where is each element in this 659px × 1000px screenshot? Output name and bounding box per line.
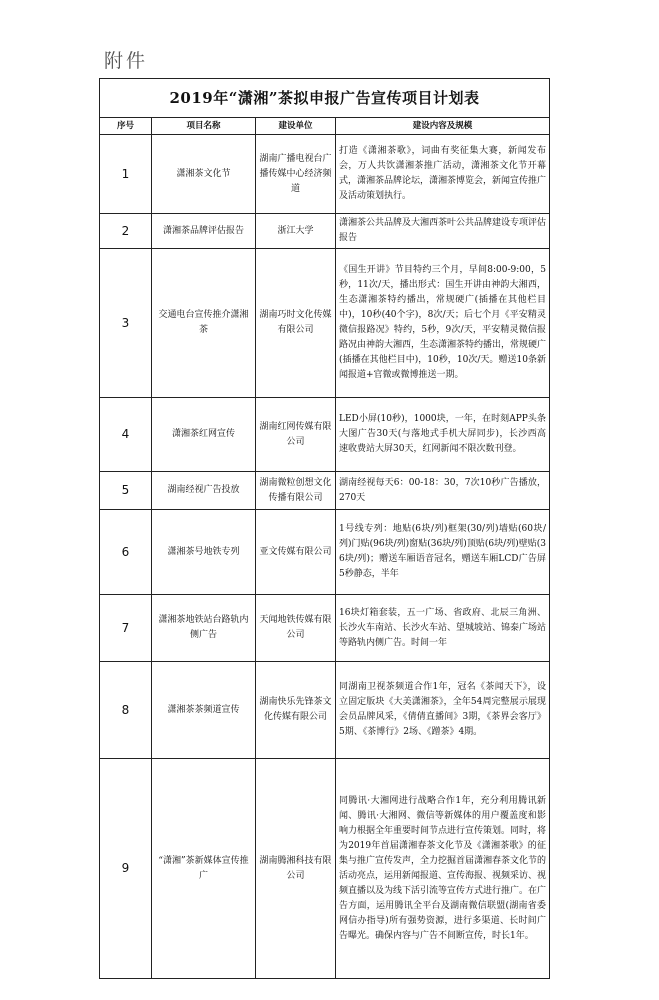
row-desc: 1号线专列：地贴(6块/列)框架(30/列)墙贴(60块/列)门贴(96块/列)窗贴(36块/列)顶贴(6块/列)壁贴(36块/列)；赠送车厢语音冠名，赠送车厢LCD广告屏5秒静态，半年 — [336, 510, 550, 595]
row-no: 1 — [100, 135, 152, 214]
row-unit: 天闻地铁传媒有限公司 — [256, 595, 336, 662]
table-row — [100, 398, 550, 472]
row-desc: 潇湘茶公共品牌及大湘西茶叶公共品牌建设专项评估报告 — [336, 214, 550, 249]
row-no: 3 — [100, 249, 152, 398]
row-name: 交通电台宣传推介潇湘茶 — [152, 249, 256, 398]
row-unit: 湖南腾湘科技有限公司 — [256, 759, 336, 979]
table-row — [100, 472, 550, 510]
row-no: 4 — [100, 398, 152, 472]
table-row — [100, 214, 550, 249]
row-desc: 打造《潇湘茶歌》，词曲有奖征集大赛，新闻发布会，万人共饮潇湘茶推广活动，潇湘茶文化节开幕式，潇湘茶品牌论坛，潇湘茶博览会，新闻宣传推广及活动策划执行。 — [336, 135, 550, 214]
table-title: 2019年“潇湘”茶拟申报广告宣传项目计划表 — [100, 79, 550, 118]
row-unit: 湖南快乐先锋茶文化传媒有限公司 — [256, 662, 336, 759]
row-desc: 《国生开讲》节目特约三个月，早间8:00-9:00，5秒，11次/天，播出形式：国生开讲由神韵大湘西，生态潇湘茶特约播出，常规硬广(插播在其他栏目中)，10秒(40个字)，8次/天；后七个月《平安精灵微信报路况》特约，5秒，9次/天，平安精灵微信报路况由神韵大湘西，生态潇湘茶特约播出，常规硬广(插播在其他栏目中)，10秒，10次/天。赠送10条新闻报道+官微或微博推送一期。 — [336, 249, 550, 398]
row-no: 8 — [100, 662, 152, 759]
row-name: 潇湘茶茶频道宣传 — [152, 662, 256, 759]
row-name: 潇湘茶地铁站台路轨内侧广告 — [152, 595, 256, 662]
row-unit: 湖南微粒创想文化传播有限公司 — [256, 472, 336, 510]
row-name: 潇湘茶红网宣传 — [152, 398, 256, 472]
header-desc: 建设内容及规模 — [336, 118, 550, 135]
row-desc: 16块灯箱套装，五一广场、省政府、北辰三角洲、长沙火车南站、长沙火车站、望城坡站、锦泰广场站等路轨内侧广告。时间一年 — [336, 595, 550, 662]
row-desc: LED小屏(10秒)，1000块，一年，在时刻APP头条大图广告30天(与落地式手机大屏同步)，长沙西高速收费站大屏30天，红网新闻不限次数刊登。 — [336, 398, 550, 472]
project-plan-table — [99, 78, 550, 979]
header-name: 项目名称 — [152, 118, 256, 135]
row-desc: 湖南经视每天6：00-18：30，7次10秒广告播放，270天 — [336, 472, 550, 510]
table-row — [100, 662, 550, 759]
row-unit: 浙江大学 — [256, 214, 336, 249]
row-unit: 湖南巧时文化传媒有限公司 — [256, 249, 336, 398]
row-no: 5 — [100, 472, 152, 510]
row-desc: 同腾讯·大湘网进行战略合作1年，充分利用腾讯新闻、腾讯·大湘网、微信等新媒体的用户覆盖度和影响力根据全年重要时间节点进行宣传策划。同时，将为2019年首届潇湘春茶文化节及《潇湘茶歌》的征集与推广宣传发声，全力挖掘首届潇湘春茶文化节的活动亮点，运用新闻报道、宣传海报、视频采访、视频直播以及为线下活引流等宣传方式进行推广。在广告方面，运用腾讯全平台及湖南微信联盟(湖南省委网信办指导)所有强势资源，进行多渠道、长时间广告曝光。确保内容与广告不间断宣传，时长1年。 — [336, 759, 550, 979]
attachment-label: 附件 — [104, 50, 149, 72]
header-unit: 建设单位 — [256, 118, 336, 135]
table-row — [100, 249, 550, 398]
row-no: 9 — [100, 759, 152, 979]
table-row — [100, 759, 550, 979]
table-row — [100, 135, 550, 214]
row-unit: 湖南红网传媒有限公司 — [256, 398, 336, 472]
row-no: 6 — [100, 510, 152, 595]
row-name: 潇湘茶文化节 — [152, 135, 256, 214]
row-name: 潇湘茶号地铁专列 — [152, 510, 256, 595]
row-name: “潇湘”茶新媒体宣传推广 — [152, 759, 256, 979]
row-name: 湖南经视广告投放 — [152, 472, 256, 510]
row-unit: 亚文传媒有限公司 — [256, 510, 336, 595]
header-no: 序号 — [100, 118, 152, 135]
table-row — [100, 510, 550, 595]
table-header-row — [100, 118, 550, 135]
row-name: 潇湘茶品牌评估报告 — [152, 214, 256, 249]
row-no: 7 — [100, 595, 152, 662]
row-desc: 同湖南卫视茶频道合作1年，冠名《茶闻天下》，设立固定版块《大美潇湘茶》，全年54周完整展示展现会员品牌风采，《倩倩直播间》3期，《茶界会客厅》5期、《茶博行》2场、《蹭茶》4期。 — [336, 662, 550, 759]
table-row — [100, 595, 550, 662]
row-no: 2 — [100, 214, 152, 249]
row-unit: 湖南广播电视台广播传媒中心经济频道 — [256, 135, 336, 214]
